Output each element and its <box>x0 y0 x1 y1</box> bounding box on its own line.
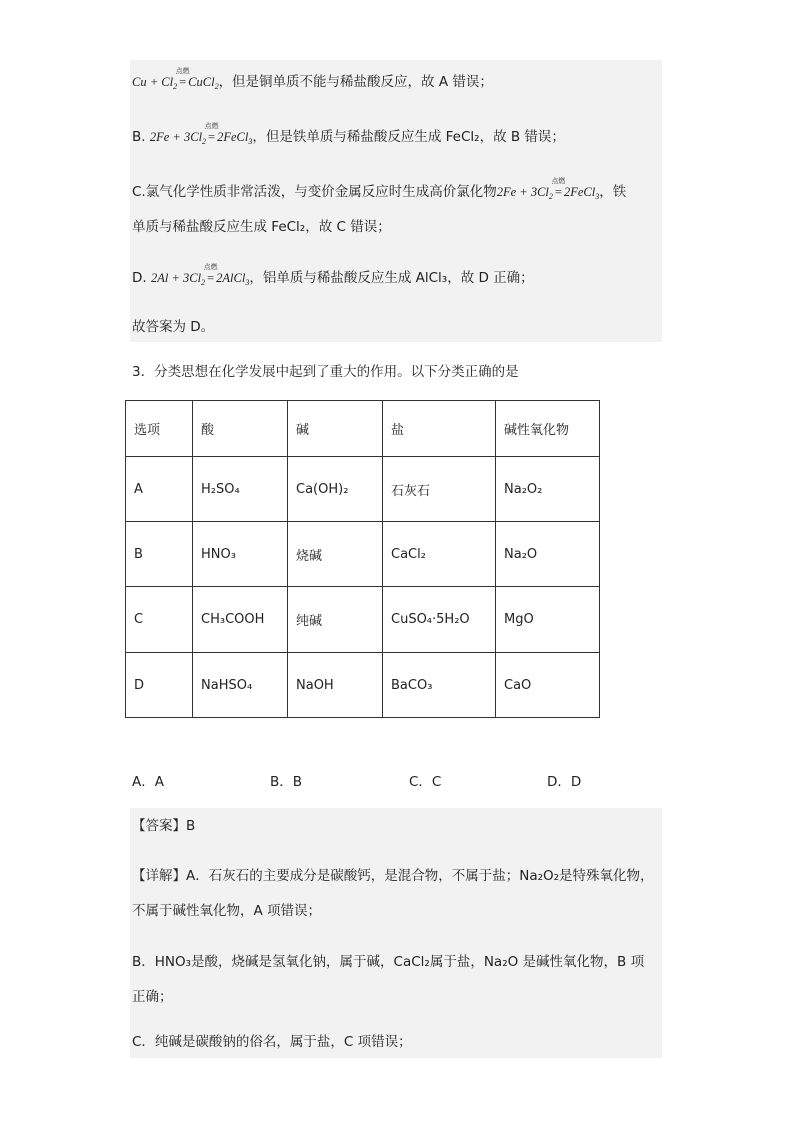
question-title: 3．分类思想在化学发展中起到了重大的作用。以下分类正确的是 <box>132 364 519 380</box>
detail-line-b1: B．HNO₃是酸，烧碱是氢氧化钠，属于碱，CaCl₂属于盐，Na₂O 是碱性氧化物，B 项 <box>132 954 645 970</box>
explain-line-d: D. $2Al + 3Cl_2$ 点燃 = 2AlCl$_3$，铝单质与稀盐酸反应生成 AlCl₃，故 D 正确； <box>132 263 534 287</box>
explain-conclusion: 故答案为 D。 <box>132 319 215 335</box>
explain-line-c2: 单质与稀盐酸反应生成 FeCl₂，故 C 错误； <box>132 219 391 235</box>
header-cell: 酸 <box>193 401 288 457</box>
header-cell: 盐 <box>383 401 496 457</box>
detail-line-a1: 【详解】A．石灰石的主要成分是碳酸钙，是混合物，不属于盐；Na₂O₂是特殊氧化物， <box>132 868 654 884</box>
option-d[interactable]: D．D <box>547 774 582 790</box>
reaction-arrow: 点燃 = <box>203 263 218 285</box>
reaction-arrow: 点燃 = <box>204 122 219 144</box>
table-row <box>126 653 600 718</box>
option-c[interactable]: C．C <box>409 774 442 790</box>
explain-line-a: $Cu + Cl_2$ 点燃 = CuCl$_2$，但是铜单质不能与稀盐酸反应，故 A 错误； <box>132 67 493 91</box>
table-cell: CH₃COOH <box>193 587 288 653</box>
header-cell: 碱 <box>288 401 383 457</box>
detail-line-c1: C．纯碱是碳酸钠的俗名，属于盐，C 项错误； <box>132 1034 412 1050</box>
equation-d: $2Al + 3Cl_2$ 点燃 = 2AlCl$_3$ <box>150 263 250 287</box>
table-header-row <box>126 401 600 457</box>
table-cell: 石灰石 <box>383 457 496 522</box>
table-cell: CaO <box>496 653 600 718</box>
detail-label: 【详解】 <box>132 868 186 884</box>
detail-line-b2: 正确； <box>132 989 173 1005</box>
answer-label: 【答案】B <box>132 818 196 834</box>
table-cell: MgO <box>496 587 600 653</box>
detail-line-a2: 不属于碱性氧化物，A 项错误； <box>132 903 322 919</box>
table-row <box>126 522 600 587</box>
header-cell: 选项 <box>126 401 193 457</box>
table-row <box>126 457 600 522</box>
table-cell: BaCO₃ <box>383 653 496 718</box>
table-cell: C <box>126 587 193 653</box>
table-cell: Ca(OH)₂ <box>288 457 383 522</box>
table-row <box>126 587 600 653</box>
table-cell: 纯碱 <box>288 587 383 653</box>
table-cell: HNO₃ <box>193 522 288 587</box>
table-cell: B <box>126 522 193 587</box>
answer-block <box>130 808 662 1058</box>
table-cell: Na₂O <box>496 522 600 587</box>
equation-a: $Cu + Cl_2$ 点燃 = CuCl$_2$ <box>132 67 219 91</box>
option-b[interactable]: B．B <box>270 774 303 790</box>
table-cell: CaCl₂ <box>383 522 496 587</box>
explain-line-b: B. $2Fe + 3Cl_2$ 点燃 = 2FeCl$_3$，但是铁单质与稀盐酸反应生成 FeCl₂，故 B 错误； <box>132 122 565 146</box>
equation-b: $2Fe + 3Cl_2$ 点燃 = 2FeCl$_3$ <box>149 122 253 146</box>
table-cell: NaHSO₄ <box>193 653 288 718</box>
table-cell: 烧碱 <box>288 522 383 587</box>
table-cell: NaOH <box>288 653 383 718</box>
table-cell: CuSO₄·5H₂O <box>383 587 496 653</box>
table-cell: H₂SO₄ <box>193 457 288 522</box>
header-cell: 碱性氧化物 <box>496 401 600 457</box>
explain-line-c1: C.氯气化学性质非常活泼，与变价金属反应时生成高价氯化物$2Fe + 3Cl_2$ 点燃 = 2FeCl$_3$，铁 <box>132 177 627 201</box>
option-a[interactable]: A．A <box>132 774 164 790</box>
classification-table <box>125 400 600 718</box>
reaction-arrow: 点燃 = <box>175 67 190 89</box>
table-cell: D <box>126 653 193 718</box>
table-cell: Na₂O₂ <box>496 457 600 522</box>
table-cell: A <box>126 457 193 522</box>
equation-c: $2Fe + 3Cl_2$ 点燃 = 2FeCl$_3$ <box>496 177 600 201</box>
reaction-arrow: 点燃 = <box>551 177 566 199</box>
